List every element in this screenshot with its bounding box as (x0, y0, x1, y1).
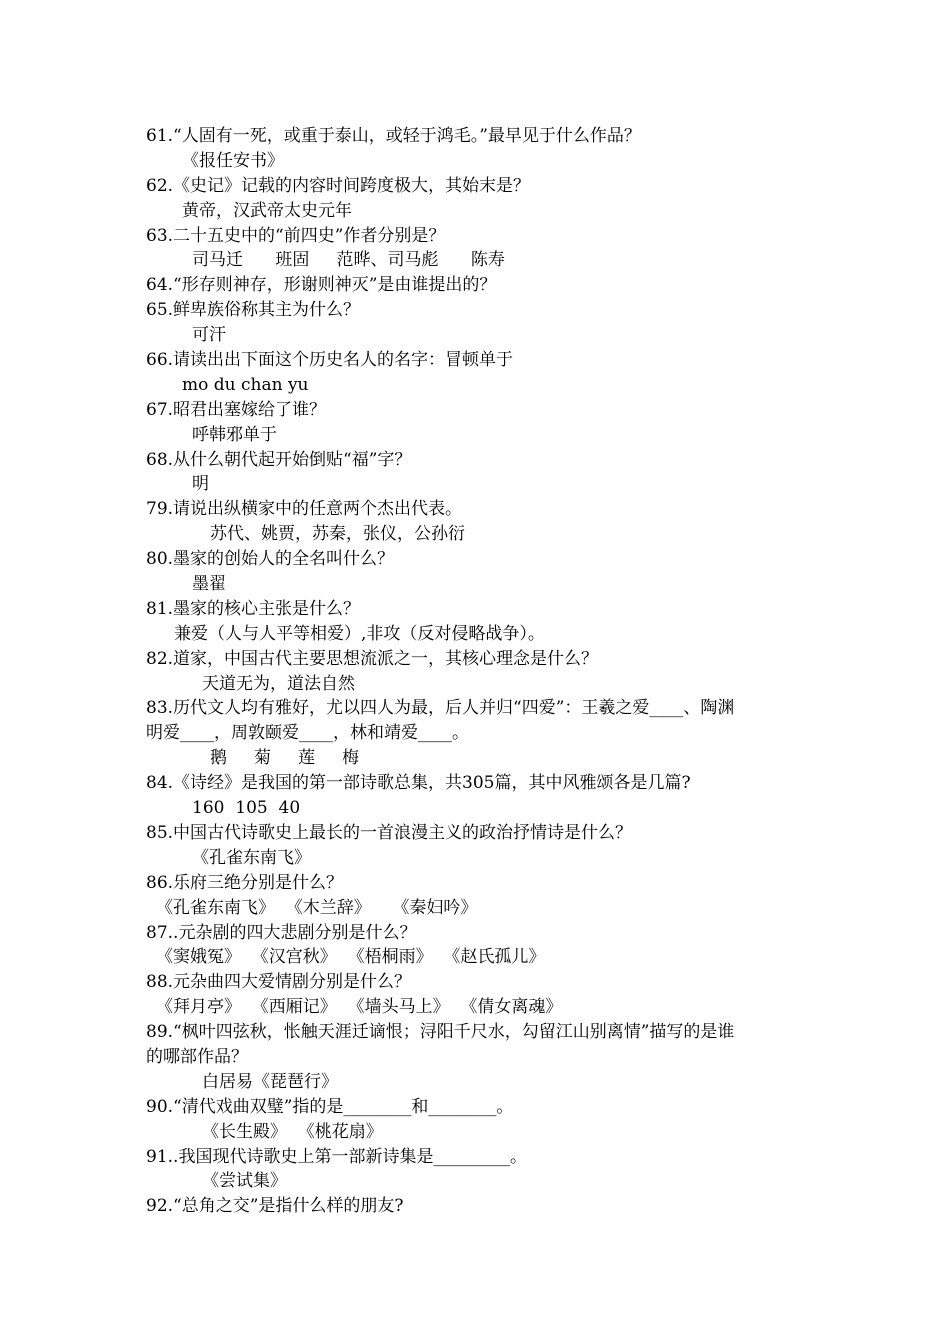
answer-line: 明 (192, 474, 209, 495)
answer-line: 《孔雀东南飞》 (192, 847, 311, 868)
question-line: 63.二十五史中的“前四史”作者分别是？ (146, 225, 446, 246)
question-line: 85.中国古代诗歌史上最长的一首浪漫主义的政治抒情诗是什么？ (146, 822, 633, 843)
question-line: 68.从什么朝代起开始倒贴“福”字？ (146, 449, 412, 470)
answer-line: 兼爱（人与人平等相爱）,非攻（反对侵略战争）。 (174, 623, 545, 644)
question-line: 82.道家，中国古代主要思想流派之一，其核心理念是什么？ (146, 648, 599, 669)
answer-line: 司马迁 班固 范晔、司马彪 陈寿 (192, 250, 505, 271)
question-line: 83.历代文人均有雅好，尤以四人为最，后人并归“四爱”：王羲之爱____、陶渊 (146, 698, 735, 719)
answer-line: 《报任安书》 (182, 150, 284, 171)
question-line: 66.请读出出下面这个历史名人的名字：冒顿单于 (146, 350, 514, 371)
question-line: 88.元杂曲四大爱情剧分别是什么？ (146, 972, 412, 993)
document-body (146, 124, 816, 1219)
question-line: 80.墨家的创始人的全名叫什么？ (146, 549, 395, 570)
question-line: 67.昭君出塞嫁给了谁？ (146, 399, 327, 420)
question-line: 87..元杂剧的四大悲剧分别是什么？ (146, 922, 417, 943)
answer-line: 墨翟 (192, 574, 226, 595)
answer-line: 160 105 40 (192, 798, 301, 819)
question-line: 89.“枫叶四弦秋，怅触天涯迁谪恨；浔阳千尺水，勾留江山别离情”描写的是谁 (146, 1022, 735, 1043)
question-line: 的哪部作品？ (146, 1046, 248, 1067)
answer-line: 可汗 (192, 325, 226, 346)
answer-line: mo du chan yu (182, 374, 309, 395)
answer-line: 天道无为，道法自然 (202, 673, 355, 694)
question-line: 90.“清代戏曲双璧”指的是________和________。 (146, 1096, 514, 1117)
answer-line: 《拜月亭》 《西厢记》 《墙头马上》 《倩女离魂》 (156, 997, 563, 1018)
answer-line: 苏代、姚贾，苏秦，张仪，公孙衍 (210, 524, 465, 545)
question-line: 79.请说出纵横家中的任意两个杰出代表。 (146, 499, 463, 520)
question-line: 65.鲜卑族俗称其主为什么？ (146, 300, 361, 321)
question-line: 62.《史记》记载的内容时间跨度极大，其始末是？ (146, 175, 531, 196)
question-line: 64.“形存则神存，形谢则神灭”是由谁提出的？ (146, 275, 497, 296)
question-line: 61.“人固有一死，或重于泰山，或轻于鸿毛。”最早见于什么作品？ (146, 126, 641, 146)
answer-line: 黄帝，汉武帝太史元年 (182, 200, 352, 221)
question-line: 91..我国现代诗歌史上第一部新诗集是_________。 (146, 1146, 527, 1167)
question-line: 明爱____，周敦颐爱____，林和靖爱____。 (146, 723, 469, 744)
answer-line: 白居易《琵琶行》 (202, 1071, 338, 1092)
answer-line: 呼韩邪单于 (192, 424, 277, 445)
question-line: 86.乐府三绝分别是什么？ (146, 872, 344, 893)
answer-line: 《窦娥冤》 《汉宫秋》 《梧桐雨》 《赵氏孤儿》 (156, 947, 546, 968)
answer-line: 《长生殿》 《桃花扇》 (202, 1121, 383, 1142)
answer-line: 鹅 菊 莲 梅 (210, 748, 360, 769)
question-line: 81.墨家的核心主张是什么？ (146, 598, 361, 619)
answer-line: 《孔雀东南飞》 《木兰辞》 《秦妇吟》 (156, 897, 478, 918)
answer-line: 《尝试集》 (202, 1171, 287, 1192)
question-line: 84.《诗经》是我国的第一部诗歌总集，共305篇，其中风雅颂各是几篇? (146, 773, 691, 794)
question-line: 92.“总角之交”是指什么样的朋友? (146, 1196, 404, 1217)
